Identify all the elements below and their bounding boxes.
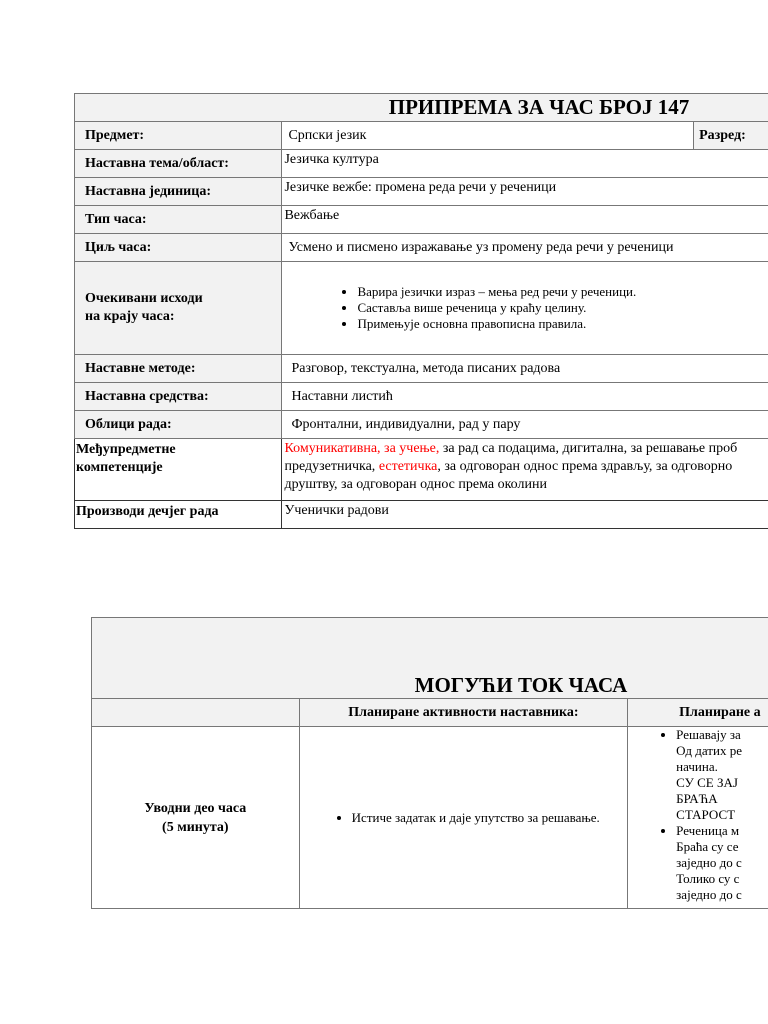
goal-label: Циљ часа: [75, 234, 282, 262]
outcomes-label-line-1: Очекивани исходи [85, 291, 203, 306]
outcomes-list [282, 284, 768, 332]
competences-label-line-2: компетенције [76, 460, 163, 475]
student-line: СУ СЕ ЗАЈ [676, 775, 738, 790]
student-activity-item [676, 823, 768, 903]
unit-label: Наставна јединица: [75, 178, 282, 206]
student-line: Решавају за [676, 727, 741, 742]
lesson-prep-table [74, 93, 768, 529]
competence-text: , за одговоран однос према здрављу, за одговорно [437, 459, 733, 474]
topic-label: Наставна тема/област: [75, 150, 282, 178]
student-line: Толико су с [676, 871, 740, 886]
student-line: Од датих ре [676, 743, 742, 758]
student-line: заједно до с [676, 887, 742, 902]
empty-header-cell [92, 699, 300, 727]
intro-part-label [92, 727, 300, 909]
outcomes-label-line-2: на крају часа: [85, 309, 175, 324]
intro-part-title: Уводни део часа [144, 800, 247, 816]
means-label: Наставна средства: [75, 383, 282, 411]
forms-label: Облици рада: [75, 411, 282, 439]
teacher-activity-list [300, 810, 628, 826]
grade-label: Разред: [694, 122, 768, 150]
products-label: Производи дечјег рада [75, 501, 282, 529]
student-activity-item [676, 727, 768, 823]
lesson-flow-table [91, 617, 768, 909]
competence-text: друштву, за одговоран однос према околини [284, 477, 547, 492]
competences-value [282, 439, 768, 501]
outcomes-label [75, 262, 282, 355]
competence-text: предузетничка, [284, 459, 379, 474]
type-label: Тип часа: [75, 206, 282, 234]
teacher-activities-header: Планиране активности наставника: [299, 699, 628, 727]
goal-value: Усмено и писмено изражавање уз промену реда речи у реченици [282, 234, 768, 262]
subject-value: Српски језик [282, 122, 694, 150]
flow-title: МОГУЋИ ТОК ЧАСА [92, 618, 768, 699]
teacher-activity-item: • Истиче задатак и даје упутство за решавање. [352, 810, 628, 826]
methods-value: Разговор, текстуална, метода писаних радова [282, 355, 768, 383]
student-activity-cell [628, 727, 768, 909]
student-activities-header: Планиране а [628, 699, 768, 727]
methods-label: Наставне методе: [75, 355, 282, 383]
type-value: Вежбање [282, 206, 768, 234]
prep-title: ПРИПРЕМА ЗА ЧАС БРОЈ 147 [75, 94, 768, 122]
competences-label-line-1: Међупредметне [76, 442, 176, 457]
student-line: БРАЋА [676, 791, 718, 806]
student-line: начина. [676, 759, 718, 774]
forms-value: Фронтални, индивидуални, рад у пару [282, 411, 768, 439]
means-value: Наставни листић [282, 383, 768, 411]
subject-label: Предмет: [75, 122, 282, 150]
products-value: Ученички радови [282, 501, 768, 529]
outcomes-cell [282, 262, 768, 355]
competences-label [75, 439, 282, 501]
student-line: Реченица м [676, 823, 740, 838]
competence-highlight: Комуникативна, за учење, [284, 441, 440, 456]
outcome-item: • Саставља више реченица у краћу целину. [357, 300, 768, 316]
competence-text: за рад са подацима, дигитална, за решавање проб [439, 441, 738, 456]
topic-value: Језичка култура [282, 150, 768, 178]
teacher-activity-cell [299, 727, 628, 909]
outcome-item: • Примењује основна правописна правила. [357, 316, 768, 332]
student-line: заједно до с [676, 855, 742, 870]
intro-part-duration: (5 минута) [162, 819, 229, 835]
outcome-item: • Варира језички израз – мења ред речи у реченици. [357, 284, 768, 300]
student-line: Браћа су се [676, 839, 739, 854]
student-line: СТАРОСТ [676, 807, 736, 822]
unit-value: Језичке вежбе: промена реда речи у реченици [282, 178, 768, 206]
competence-highlight: естетичка [378, 459, 438, 474]
student-activity-list [628, 727, 768, 903]
